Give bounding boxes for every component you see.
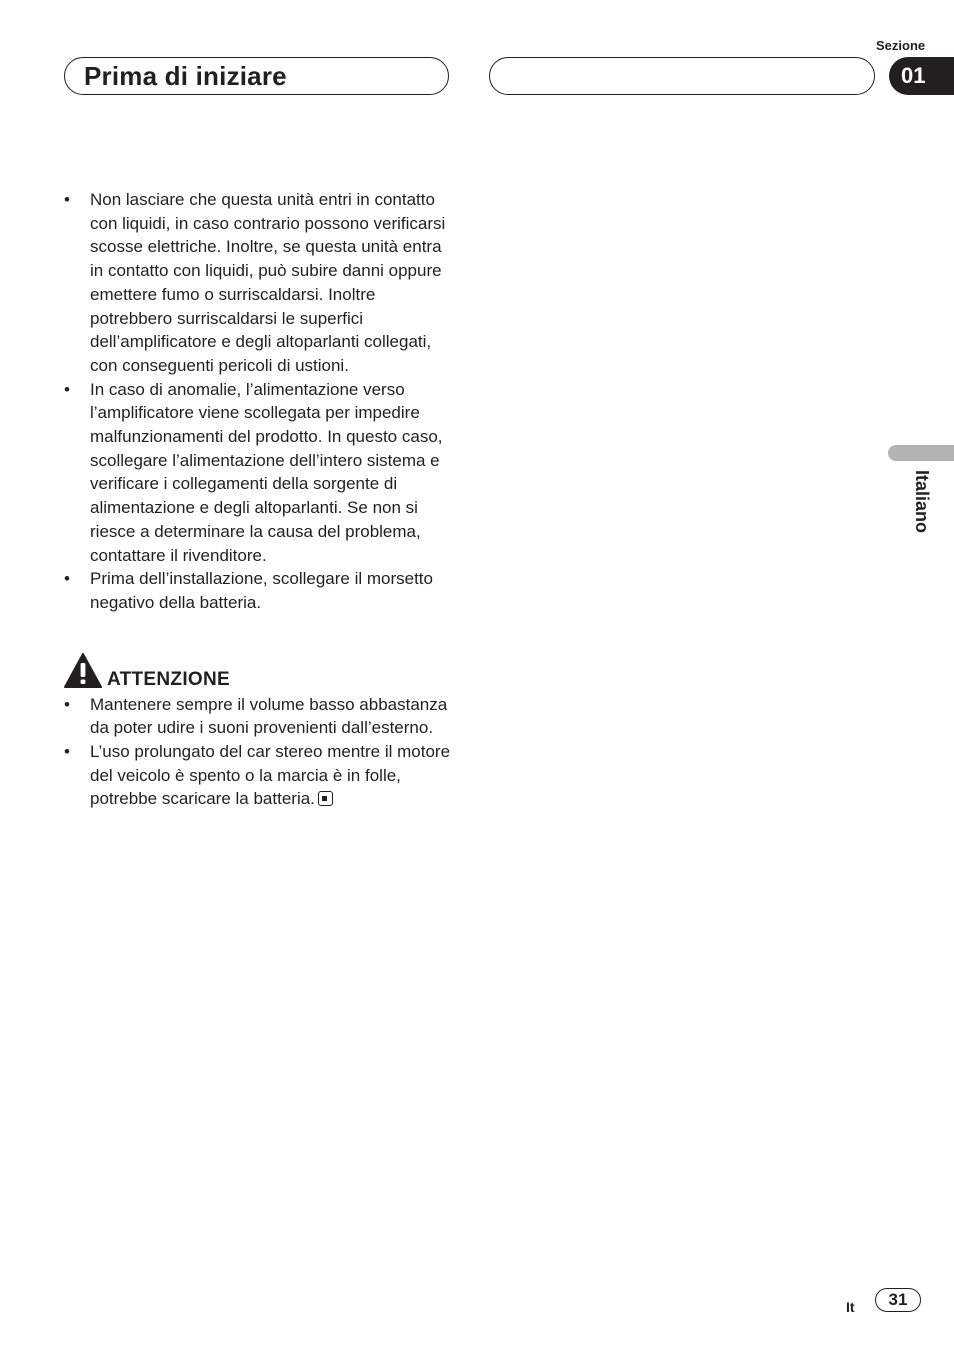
warning-triangle-icon (64, 653, 102, 689)
main-content (64, 188, 456, 811)
page-title: Prima di iniziare (84, 61, 287, 91)
caution-item-text: Mantenere sempre il volume basso abbastanza da poter udire i suoni provenienti dall’esterno. (90, 694, 448, 738)
page-number: 31 (875, 1288, 921, 1312)
end-of-section-icon (318, 791, 333, 806)
list-item: • Non lasciare che questa unità entri in contatto con liquidi, in caso contrario possono verificarsi scosse elettriche. Inoltre, se questa unità entra in contatto con liquidi, può subire danni oppure emettere fumo o surriscaldarsi. Inoltre potrebbero surriscaldarsi le superfici dell’amplificatore e degli altoparlanti collegati, con conseguenti pericoli di ustioni. (64, 188, 456, 378)
caution-list (64, 693, 456, 812)
section-label: Sezione (876, 38, 926, 53)
precautions-list (64, 188, 456, 615)
language-tab-label: Italiano (912, 470, 932, 534)
list-item: • Prima dell’installazione, scollegare il morsetto negativo della batteria. (64, 567, 456, 614)
caution-item-text: L’uso prolungato del car stereo mentre il motore del veicolo è spento o la marcia è in folle, potrebbe scaricare la batteria. (90, 742, 451, 809)
language-tab-marker (888, 445, 954, 461)
list-item (64, 740, 456, 811)
section-number-badge: 01 (889, 57, 954, 95)
list-item: • In caso di anomalie, l’alimentazione verso l’amplificatore viene scollegata per impedire malfunzionamenti del prodotto. In questo caso, scollegare l’alimentazione dell’intero sistema e verificare i collegamenti della sorgente di alimentazione e degli altoparlanti. Se non si riesce a determinare la causa del problema, contattare il rivenditore. (64, 378, 456, 568)
language-code: It (846, 1299, 855, 1315)
caution-heading (64, 653, 456, 693)
list-item (64, 693, 456, 740)
header-blank-frame (489, 57, 875, 95)
caution-title: ATTENZIONE (107, 668, 230, 690)
